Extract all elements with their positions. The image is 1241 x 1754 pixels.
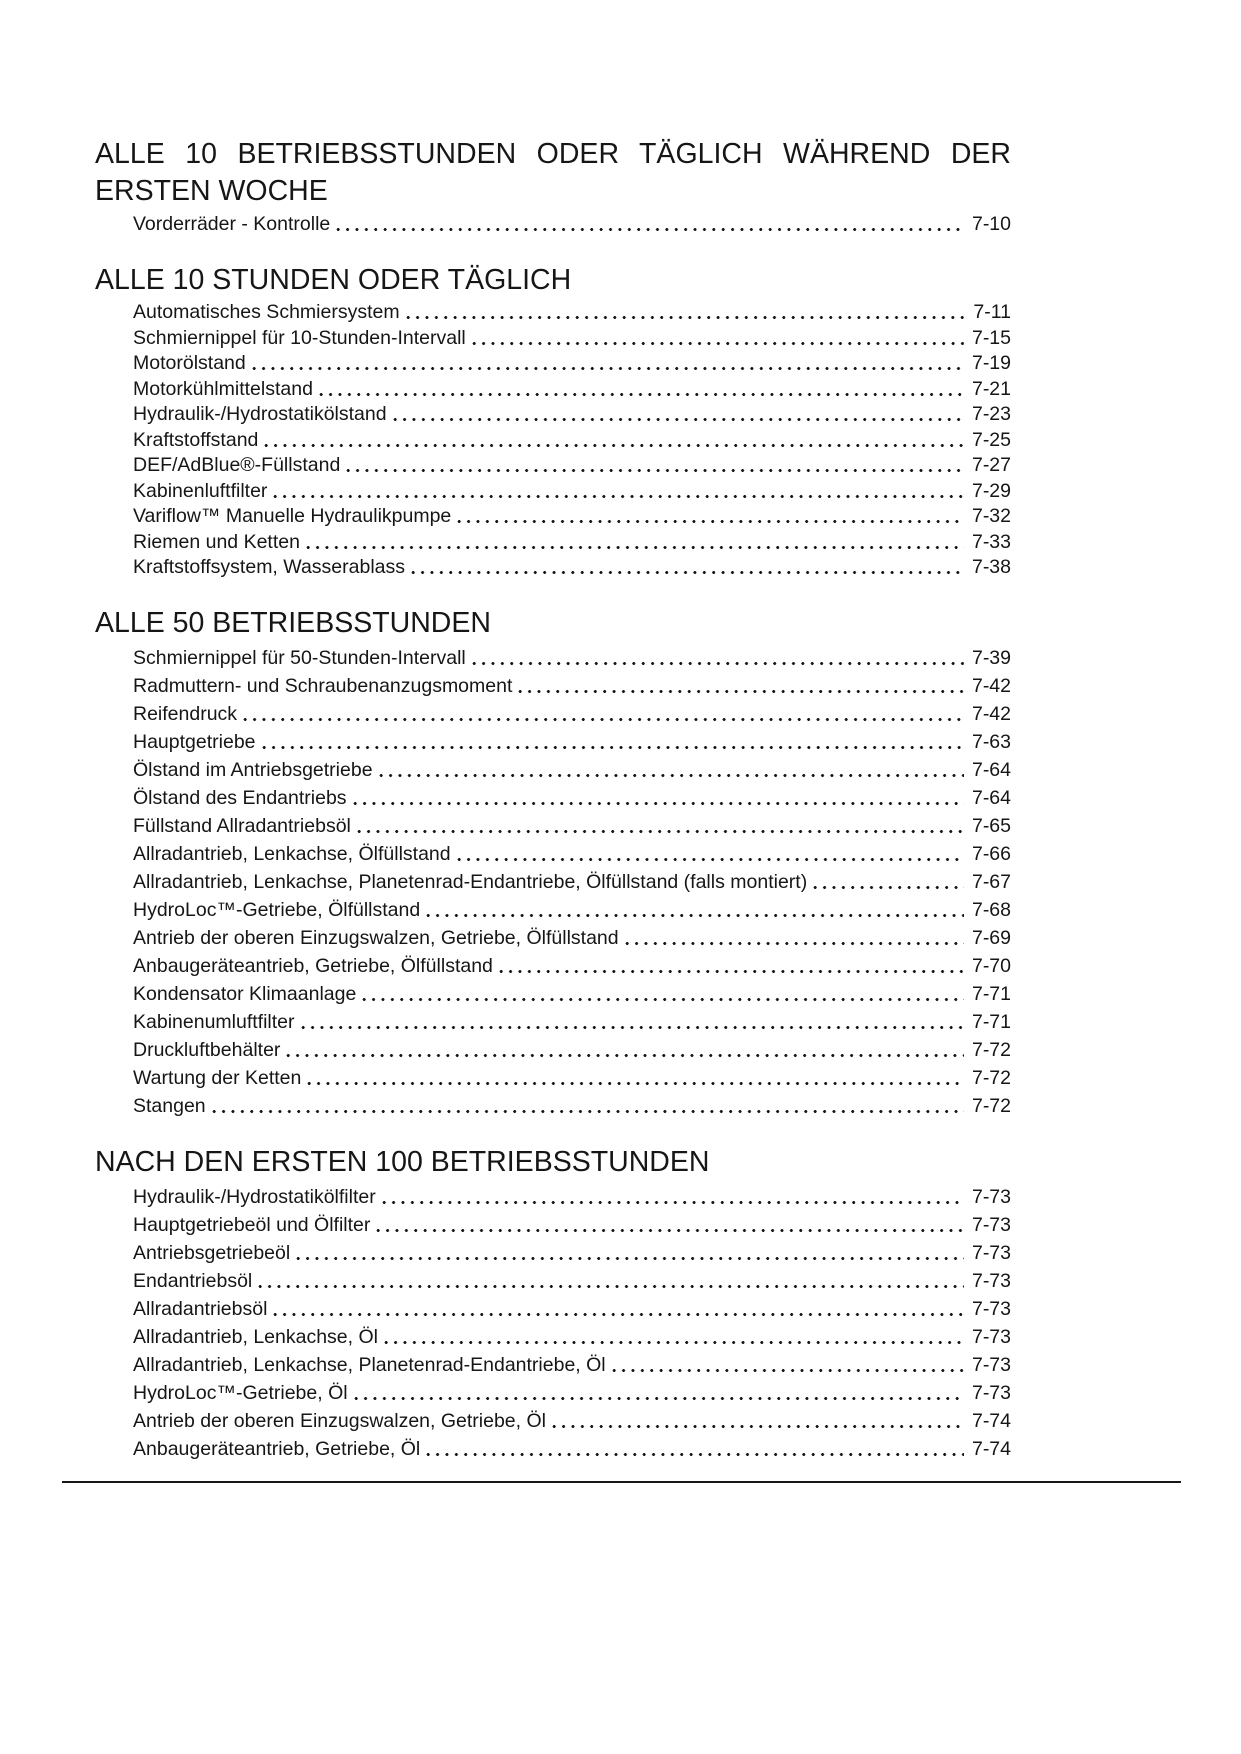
toc-entry-page-number: 7-68	[971, 899, 1011, 921]
dot-leader	[346, 468, 964, 473]
section-heading-line: ALLE 10 STUNDEN ODER TÄGLICH	[95, 263, 572, 296]
toc-entry-title: Schmiernippel für 50-Stunden-Intervall	[133, 647, 466, 669]
toc-entry-title: Endantriebsöl	[133, 1270, 253, 1292]
dot-leader	[376, 1228, 964, 1233]
dot-leader	[625, 941, 964, 946]
toc-entry-title: Hydraulik-/Hydrostatikölstand	[133, 403, 387, 425]
toc-entry	[133, 528, 1011, 554]
toc-entry	[133, 670, 1011, 698]
toc-entry-title: HydroLoc™-Getriebe, Öl	[133, 1382, 348, 1404]
toc-entry-title: Motorölstand	[133, 352, 246, 374]
section-heading	[95, 1144, 1011, 1181]
toc-entry-title: Allradantrieb, Lenkachse, Öl	[133, 1326, 378, 1348]
toc-entry-page-number: 7-42	[971, 703, 1011, 725]
toc-entry-page-number: 7-39	[971, 647, 1011, 669]
dot-leader	[296, 1256, 964, 1261]
toc-entry	[133, 894, 1011, 922]
toc-entry	[133, 1349, 1011, 1377]
toc-entry-title: Vorderräder - Kontrolle	[133, 212, 331, 235]
dot-leader	[273, 1312, 964, 1317]
toc-entry-page-number: 7-73	[971, 1242, 1011, 1264]
toc-entry	[133, 1293, 1011, 1321]
toc-entry	[133, 299, 1011, 325]
toc-entry-title: Antrieb der oberen Einzugswalzen, Getriebe, Öl	[133, 1410, 546, 1432]
toc-entry-list	[95, 299, 1011, 580]
dot-leader	[612, 1368, 964, 1373]
dot-leader	[306, 545, 964, 550]
toc-entry-title: Radmuttern- und Schraubenanzugsmoment	[133, 675, 513, 697]
toc-entry-title: Kondensator Klimaanlage	[133, 983, 357, 1005]
toc-entry-page-number: 7-11	[973, 301, 1011, 323]
toc-entry	[133, 642, 1011, 670]
toc-entry-page-number: 7-65	[971, 815, 1011, 837]
toc-entry-title: Druckluftbehälter	[133, 1039, 281, 1061]
toc-entry	[133, 452, 1011, 478]
toc-entry-title: Hydraulik-/Hydrostatikölfilter	[133, 1186, 376, 1208]
dot-leader	[262, 745, 964, 750]
toc-entry-page-number: 7-73	[971, 1186, 1011, 1208]
toc-section	[95, 605, 1011, 1118]
toc-entry	[133, 1034, 1011, 1062]
toc-entry-page-number: 7-21	[971, 377, 1011, 400]
toc-entry-title: Automatisches Schmiersystem	[133, 301, 400, 323]
toc-entry	[133, 1006, 1011, 1034]
section-heading-line: NACH DEN ERSTEN 100 BETRIEBSSTUNDEN	[95, 1146, 710, 1178]
toc-entry	[133, 922, 1011, 950]
toc-entry-page-number: 7-42	[971, 675, 1011, 697]
toc-entry-page-number: 7-64	[971, 787, 1011, 809]
toc-entry-title: Schmiernippel für 10-Stunden-Intervall	[133, 326, 466, 349]
toc-entry-page-number: 7-64	[971, 759, 1011, 781]
toc-entry-page-number: 7-73	[971, 1298, 1011, 1320]
toc-section	[95, 1144, 1011, 1461]
dot-leader	[336, 227, 964, 232]
toc-entry-title: Wartung der Ketten	[133, 1067, 302, 1089]
toc-entry	[133, 1321, 1011, 1349]
toc-entry	[133, 838, 1011, 866]
toc-entry-page-number: 7-27	[971, 454, 1011, 476]
toc-entry-page-number: 7-67	[971, 871, 1011, 893]
toc-entry	[133, 350, 1011, 376]
toc-entry-title: Reifendruck	[133, 703, 238, 725]
dot-leader	[307, 1081, 964, 1086]
dot-leader	[319, 392, 964, 397]
toc-entry	[133, 1433, 1011, 1461]
toc-entry-title: HydroLoc™-Getriebe, Ölfüllstand	[133, 899, 421, 921]
toc-entry	[133, 1062, 1011, 1090]
toc-entry-title: Anbaugeräteantrieb, Getriebe, Ölfüllstand	[133, 955, 493, 977]
toc-entry	[133, 324, 1011, 350]
toc-entry-list	[95, 1181, 1011, 1461]
dot-leader	[472, 661, 964, 666]
toc-entry	[133, 426, 1011, 452]
toc-content	[95, 136, 1011, 1487]
toc-entry	[133, 1405, 1011, 1433]
toc-entry-page-number: 7-15	[971, 326, 1011, 349]
dot-leader	[406, 315, 966, 320]
toc-section	[95, 136, 1011, 236]
toc-entry-page-number: 7-69	[971, 927, 1011, 949]
toc-entry-page-number: 7-23	[971, 403, 1011, 425]
toc-entry	[133, 1265, 1011, 1293]
section-heading-line: ERSTEN WOCHE	[95, 175, 328, 207]
toc-entry	[133, 1090, 1011, 1118]
toc-entry-page-number: 7-19	[971, 352, 1011, 374]
toc-entry-title: Riemen und Ketten	[133, 530, 300, 553]
toc-entry	[133, 477, 1011, 503]
dot-leader	[362, 997, 964, 1002]
toc-entry-page-number: 7-73	[971, 1214, 1011, 1236]
toc-entry	[133, 1237, 1011, 1265]
toc-entry-title: Antrieb der oberen Einzugswalzen, Getriebe, Ölfüllstand	[133, 927, 619, 949]
section-heading	[95, 136, 1011, 210]
dot-leader	[384, 1340, 964, 1345]
dot-leader	[426, 913, 964, 918]
toc-entry	[133, 782, 1011, 810]
dot-leader	[353, 801, 964, 806]
toc-entry-page-number: 7-73	[971, 1326, 1011, 1348]
toc-entry-page-number: 7-71	[971, 1011, 1011, 1033]
toc-entry-title: Allradantrieb, Lenkachse, Ölfüllstand	[133, 843, 451, 865]
dot-leader	[552, 1424, 964, 1429]
toc-entry-page-number: 7-72	[971, 1067, 1011, 1089]
toc-entry-title: Antriebsgetriebeöl	[133, 1242, 291, 1264]
toc-entry-title: Ölstand im Antriebsgetriebe	[133, 759, 373, 781]
toc-entry-page-number: 7-33	[971, 530, 1011, 553]
toc-entry-page-number: 7-71	[971, 983, 1011, 1005]
dot-leader	[518, 689, 964, 694]
dot-leader	[426, 1452, 964, 1457]
section-heading	[95, 262, 1011, 299]
section-heading-line: ALLE 50 BETRIEBSSTUNDEN	[95, 607, 491, 639]
toc-entry-title: Kraftstoffstand	[133, 428, 259, 451]
toc-entry	[133, 375, 1011, 401]
toc-entry-title: Variflow™ Manuelle Hydraulikpumpe	[133, 505, 452, 527]
toc-entry-page-number: 7-66	[971, 843, 1011, 865]
section-heading	[95, 605, 1011, 642]
toc-entry-title: Motorkühlmittelstand	[133, 377, 313, 400]
toc-entry-page-number: 7-73	[971, 1382, 1011, 1404]
dot-leader	[382, 1200, 964, 1205]
dot-leader	[457, 857, 964, 862]
toc-entry-list	[95, 210, 1011, 236]
footer-divider	[62, 1481, 1181, 1483]
toc-entry	[133, 1209, 1011, 1237]
toc-entry-page-number: 7-74	[971, 1438, 1011, 1460]
toc-entry-page-number: 7-70	[971, 955, 1011, 977]
dot-leader	[243, 717, 964, 722]
toc-entry	[133, 950, 1011, 978]
toc-entry-title: Hauptgetriebeöl und Ölfilter	[133, 1214, 371, 1236]
toc-entry	[133, 503, 1011, 529]
toc-entry	[133, 698, 1011, 726]
toc-entry	[133, 401, 1011, 427]
toc-entry	[133, 1377, 1011, 1405]
toc-entry-list	[95, 642, 1011, 1118]
dot-leader	[264, 443, 964, 448]
toc-entry	[133, 866, 1011, 894]
toc-entry-page-number: 7-72	[971, 1039, 1011, 1061]
toc-entry-title: Kraftstoffsystem, Wasserablass	[133, 556, 406, 578]
dot-leader	[499, 969, 964, 974]
dot-leader	[393, 417, 964, 422]
dot-leader	[354, 1396, 964, 1401]
section-heading-line: ALLE 10 BETRIEBSSTUNDEN ODER TÄGLICH WÄHREND DER	[95, 138, 1011, 170]
dot-leader	[457, 519, 964, 524]
toc-entry-page-number: 7-32	[971, 505, 1011, 527]
toc-entry	[133, 978, 1011, 1006]
toc-entry	[133, 1181, 1011, 1209]
toc-entry-title: Allradantrieb, Lenkachse, Planetenrad-Endantriebe, Ölfüllstand (falls montiert)	[133, 871, 808, 893]
toc-entry	[133, 754, 1011, 782]
toc-entry-title: Ölstand des Endantriebs	[133, 787, 347, 809]
dot-leader	[273, 494, 964, 499]
dot-leader	[357, 829, 964, 834]
toc-entry	[133, 726, 1011, 754]
toc-entry-title: Kabinenluftfilter	[133, 479, 268, 502]
dot-leader	[286, 1053, 964, 1058]
dot-leader	[379, 773, 964, 778]
dot-leader	[301, 1025, 964, 1030]
dot-leader	[472, 341, 964, 346]
toc-entry-page-number: 7-73	[971, 1270, 1011, 1292]
toc-entry-page-number: 7-73	[971, 1354, 1011, 1376]
toc-entry	[133, 210, 1011, 236]
dot-leader	[258, 1284, 964, 1289]
toc-entry-page-number: 7-63	[971, 731, 1011, 753]
toc-entry-title: Hauptgetriebe	[133, 731, 256, 753]
toc-entry-page-number: 7-29	[971, 479, 1011, 502]
toc-entry-title: Allradantriebsöl	[133, 1298, 268, 1320]
toc-entry-page-number: 7-25	[971, 428, 1011, 451]
toc-entry-title: DEF/AdBlue®-Füllstand	[133, 454, 341, 476]
dot-leader	[813, 885, 964, 890]
dot-leader	[411, 570, 964, 575]
toc-entry	[133, 554, 1011, 580]
toc-entry-title: Stangen	[133, 1095, 206, 1117]
dot-leader	[212, 1109, 964, 1114]
toc-entry-page-number: 7-38	[971, 556, 1011, 578]
dot-leader	[252, 366, 964, 371]
toc-section	[95, 262, 1011, 580]
toc-entry-title: Allradantrieb, Lenkachse, Planetenrad-Endantriebe, Öl	[133, 1354, 606, 1376]
toc-entry-page-number: 7-10	[971, 212, 1011, 235]
toc-entry-page-number: 7-74	[971, 1410, 1011, 1432]
toc-entry-page-number: 7-72	[971, 1095, 1011, 1117]
toc-entry-title: Füllstand Allradantriebsöl	[133, 815, 351, 837]
toc-entry	[133, 810, 1011, 838]
toc-entry-title: Kabinenumluftfilter	[133, 1011, 295, 1033]
toc-entry-title: Anbaugeräteantrieb, Getriebe, Öl	[133, 1438, 421, 1460]
